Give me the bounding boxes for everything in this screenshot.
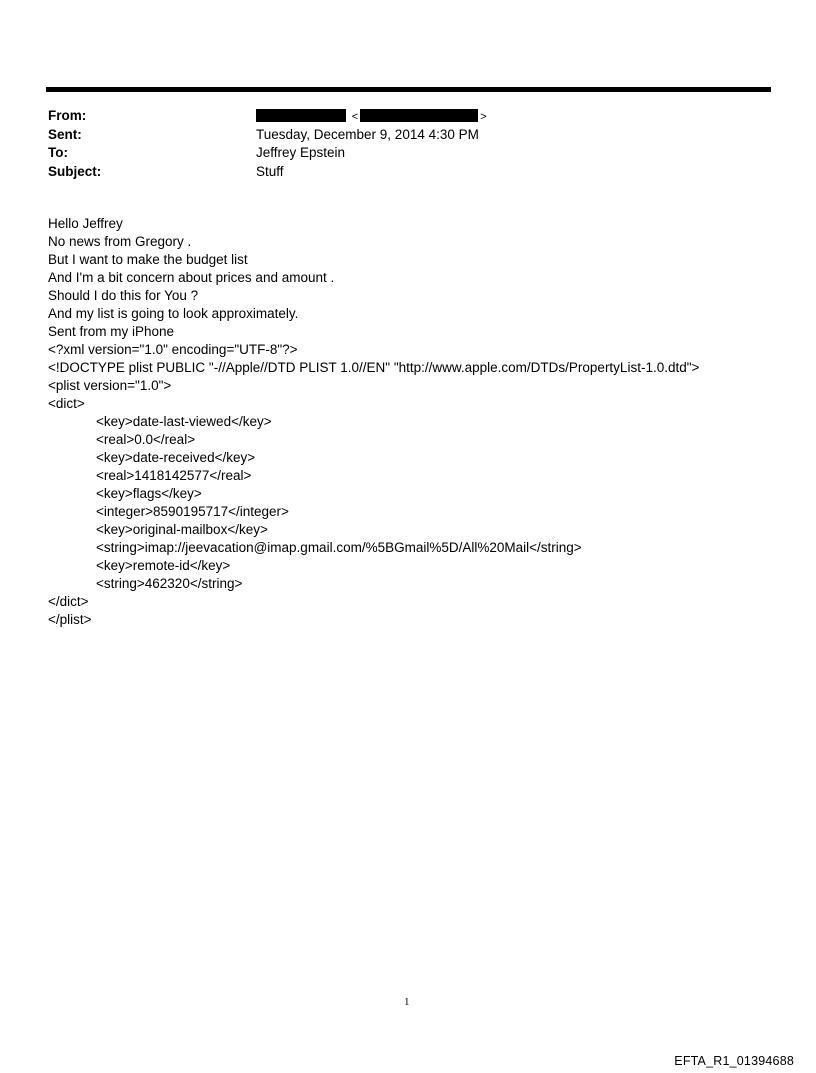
message-line: And I'm a bit concern about prices and amount . — [48, 270, 335, 285]
dict-line: <key>original-mailbox</key> — [96, 522, 268, 537]
from-value — [256, 107, 489, 127]
redacted-sender-name — [256, 109, 346, 122]
message-line: Should I do this for You ? — [48, 288, 199, 303]
message-body — [48, 215, 768, 629]
from-row — [48, 107, 748, 126]
xml-line: <dict> — [48, 396, 85, 411]
to-row — [48, 144, 748, 163]
dict-line: <real>1418142577</real> — [96, 468, 252, 483]
subject-value: Stuff — [256, 163, 284, 179]
from-open-bracket: < — [351, 111, 359, 123]
dict-line: <key>remote-id</key> — [96, 558, 231, 573]
message-line: No news from Gregory . — [48, 234, 192, 249]
to-label: To: — [48, 145, 68, 160]
dict-line: <integer>8590195717</integer> — [96, 504, 289, 519]
email-header — [48, 107, 748, 181]
redacted-sender-email — [360, 109, 478, 122]
message-line: But I want to make the budget list — [48, 252, 248, 267]
message-line: Sent from my iPhone — [48, 324, 175, 339]
from-close-bracket: > — [480, 111, 487, 123]
message-line: Hello Jeffrey — [48, 216, 123, 231]
page-number: 1 — [404, 996, 410, 1008]
dict-line: <string>462320</string> — [96, 576, 243, 591]
dict-line: <key>flags</key> — [96, 486, 202, 501]
dict-line: <key>date-last-viewed</key> — [96, 414, 272, 429]
message-line: And my list is going to look approximately. — [48, 306, 299, 321]
sent-row — [48, 126, 748, 145]
dict-line: <real>0.0</real> — [96, 432, 196, 447]
xml-line: </plist> — [48, 612, 92, 627]
to-value: Jeffrey Epstein — [256, 145, 346, 160]
from-label: From: — [48, 108, 87, 123]
sent-value: Tuesday, December 9, 2014 4:30 PM — [256, 126, 479, 142]
subject-row — [48, 163, 748, 182]
subject-label: Subject: — [48, 163, 102, 179]
xml-line: </dict> — [48, 594, 89, 609]
header-rule — [46, 87, 771, 92]
xml-line: <?xml version="1.0" encoding="UTF-8"?> — [48, 342, 298, 357]
dict-line: <string>imap://jeevacation@imap.gmail.com/%5BGmail%5D/All%20Mail</string> — [96, 540, 582, 555]
dict-line: <key>date-received</key> — [96, 450, 256, 465]
document-id: EFTA_R1_01394688 — [674, 1054, 794, 1068]
xml-line: <plist version="1.0"> — [48, 378, 172, 393]
xml-line: <!DOCTYPE plist PUBLIC "-//Apple//DTD PLIST 1.0//EN" "http://www.apple.com/DTDs/PropertyList-1.0.dtd"> — [48, 360, 700, 375]
sent-label: Sent: — [48, 126, 82, 142]
